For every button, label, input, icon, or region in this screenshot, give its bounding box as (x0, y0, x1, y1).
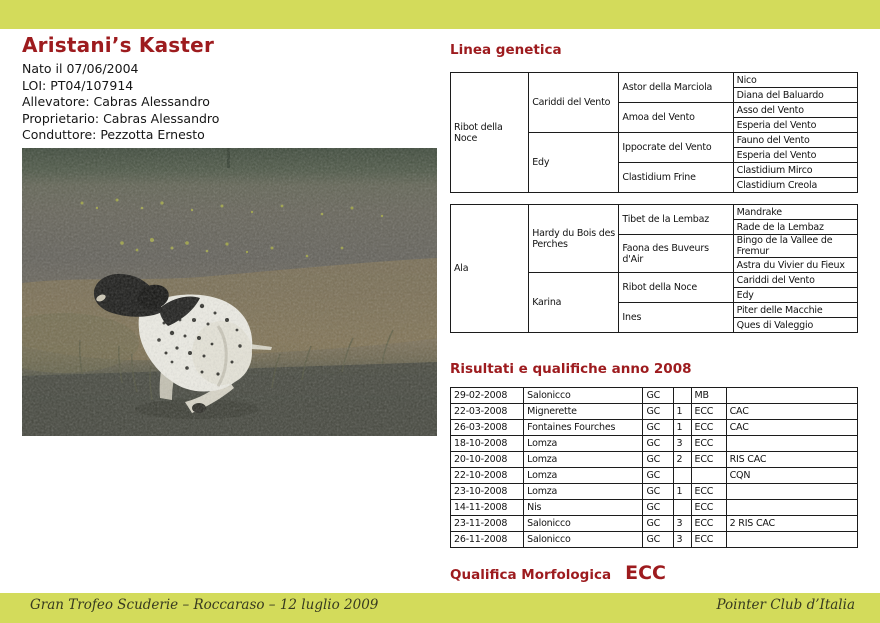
result-note: CAC (726, 420, 857, 436)
result-qualification: ECC (691, 404, 726, 420)
table-row (451, 436, 858, 452)
dog-photo (22, 148, 437, 436)
pedigree-cell: Amoa del Vento (619, 103, 733, 133)
pedigree-cell: Fauno del Vento (733, 133, 857, 148)
result-type: GC (643, 452, 673, 468)
genetics-heading: Linea genetica (450, 42, 562, 58)
top-color-band (0, 0, 880, 29)
result-rank: 3 (673, 516, 691, 532)
pedigree-cell: Karina (529, 273, 619, 333)
pedigree-cell: Nico (733, 73, 857, 88)
result-type: GC (643, 516, 673, 532)
result-rank: 3 (673, 532, 691, 548)
result-date: 22-10-2008 (451, 468, 524, 484)
result-qualification: ECC (691, 500, 726, 516)
pedigree-cell: Ines (619, 303, 733, 333)
result-type: GC (643, 420, 673, 436)
result-note (726, 532, 857, 548)
pedigree-cell: Ribot della Noce (451, 73, 529, 193)
result-date: 22-03-2008 (451, 404, 524, 420)
result-note (726, 388, 857, 404)
footer-event-title: Gran Trofeo Scuderie – Roccaraso – 12 luglio 2009 (30, 597, 379, 613)
dog-owner: Proprietario: Cabras Alessandro (22, 110, 220, 126)
result-place: Lomza (524, 468, 643, 484)
pedigree-cell: Cariddi del Vento (529, 73, 619, 133)
result-rank: 2 (673, 452, 691, 468)
result-qualification: ECC (691, 452, 726, 468)
result-rank (673, 468, 691, 484)
result-qualification: ECC (691, 436, 726, 452)
result-note: CAC (726, 404, 857, 420)
dog-birthdate: Nato il 07/06/2004 (22, 61, 139, 76)
result-type: GC (643, 500, 673, 516)
footer-club-name: Pointer Club d’Italia (716, 597, 855, 613)
result-rank (673, 500, 691, 516)
table-row (451, 420, 858, 436)
table-row (451, 500, 858, 516)
pedigree-cell: Esperia del Vento (733, 118, 857, 133)
pedigree-cell: Rade de la Lembaz (733, 220, 857, 235)
morphology-label: Qualifica Morfologica (450, 567, 612, 583)
result-note (726, 484, 857, 500)
result-place: Lomza (524, 436, 643, 452)
footer-bar (0, 593, 880, 623)
dog-breeder: Allevatore: Cabras Alessandro (22, 94, 210, 109)
pedigree-cell: Esperia del Vento (733, 148, 857, 163)
result-rank (673, 388, 691, 404)
pedigree-table-dam (450, 204, 858, 333)
pedigree-cell: Mandrake (733, 205, 857, 220)
pedigree-cell: Clastidium Mirco (733, 163, 857, 178)
table-row (451, 404, 858, 420)
pedigree-cell: Hardy du Bois des Perches (529, 205, 619, 273)
table-row (451, 516, 858, 532)
page-title: Aristani’s Kaster (22, 33, 215, 57)
result-rank: 1 (673, 420, 691, 436)
result-type: GC (643, 468, 673, 484)
table-row (451, 532, 858, 548)
pedigree-cell: Tibet de la Lembaz (619, 205, 733, 235)
result-type: GC (643, 484, 673, 500)
table-row (451, 205, 858, 220)
pedigree-cell: Faona des Buveurs d'Air (619, 235, 733, 273)
results-table (450, 387, 858, 548)
pedigree-cell: Diana del Baluardo (733, 88, 857, 103)
result-type: GC (643, 436, 673, 452)
pedigree-cell: Piter delle Macchie (733, 303, 857, 318)
result-date: 14-11-2008 (451, 500, 524, 516)
result-type: GC (643, 404, 673, 420)
dog-header (22, 33, 437, 144)
result-note: RIS CAC (726, 452, 857, 468)
result-note: 2 RIS CAC (726, 516, 857, 532)
result-date: 26-11-2008 (451, 532, 524, 548)
result-place: Salonicco (524, 388, 643, 404)
result-qualification: ECC (691, 420, 726, 436)
pedigree-cell: Ala (451, 205, 529, 333)
table-row (451, 388, 858, 404)
table-row (451, 73, 858, 88)
pedigree-cell: Astor della Marciola (619, 73, 733, 103)
pedigree-cell: Bingo de la Vallee de Fremur (733, 235, 857, 258)
pedigree-cell: Astra du Vivier du Fieux (733, 258, 857, 273)
result-qualification: ECC (691, 532, 726, 548)
pedigree-cell: Asso del Vento (733, 103, 857, 118)
result-date: 29-02-2008 (451, 388, 524, 404)
result-place: Salonicco (524, 516, 643, 532)
result-date: 23-10-2008 (451, 484, 524, 500)
pedigree-cell: Edy (529, 133, 619, 193)
table-row (451, 468, 858, 484)
result-date: 26-03-2008 (451, 420, 524, 436)
pedigree-cell: Ribot della Noce (619, 273, 733, 303)
result-place: Mignerette (524, 404, 643, 420)
table-row (451, 484, 858, 500)
dog-photo-art (22, 148, 437, 436)
result-place: Nis (524, 500, 643, 516)
result-date: 23-11-2008 (451, 516, 524, 532)
dog-handler: Conduttore: Pezzotta Ernesto (22, 127, 205, 142)
result-type: GC (643, 532, 673, 548)
pedigree-cell: Ippocrate del Vento (619, 133, 733, 163)
dog-loi: LOI: PT04/107914 (22, 77, 134, 93)
result-qualification (691, 468, 726, 484)
result-type: GC (643, 388, 673, 404)
result-qualification: ECC (691, 516, 726, 532)
result-qualification: ECC (691, 484, 726, 500)
result-place: Lomza (524, 484, 643, 500)
results-heading: Risultati e qualifiche anno 2008 (450, 361, 692, 377)
pedigree-table-sire (450, 72, 858, 193)
pedigree-cell: Clastidium Frine (619, 163, 733, 193)
pedigree-cell: Cariddi del Vento (733, 273, 857, 288)
pedigree-cell: Clastidium Creola (733, 178, 857, 193)
result-note: CQN (726, 468, 857, 484)
result-rank: 1 (673, 404, 691, 420)
result-place: Lomza (524, 452, 643, 468)
table-row (451, 452, 858, 468)
result-note (726, 500, 857, 516)
result-date: 18-10-2008 (451, 436, 524, 452)
morphology-line (450, 562, 858, 584)
pedigree-cell: Ques di Valeggio (733, 318, 857, 333)
morphology-grade: ECC (625, 562, 666, 584)
result-date: 20-10-2008 (451, 452, 524, 468)
result-rank: 1 (673, 484, 691, 500)
result-place: Salonicco (524, 532, 643, 548)
result-rank: 3 (673, 436, 691, 452)
result-note (726, 436, 857, 452)
result-qualification: MB (691, 388, 726, 404)
pedigree-cell: Edy (733, 288, 857, 303)
result-place: Fontaines Fourches (524, 420, 643, 436)
